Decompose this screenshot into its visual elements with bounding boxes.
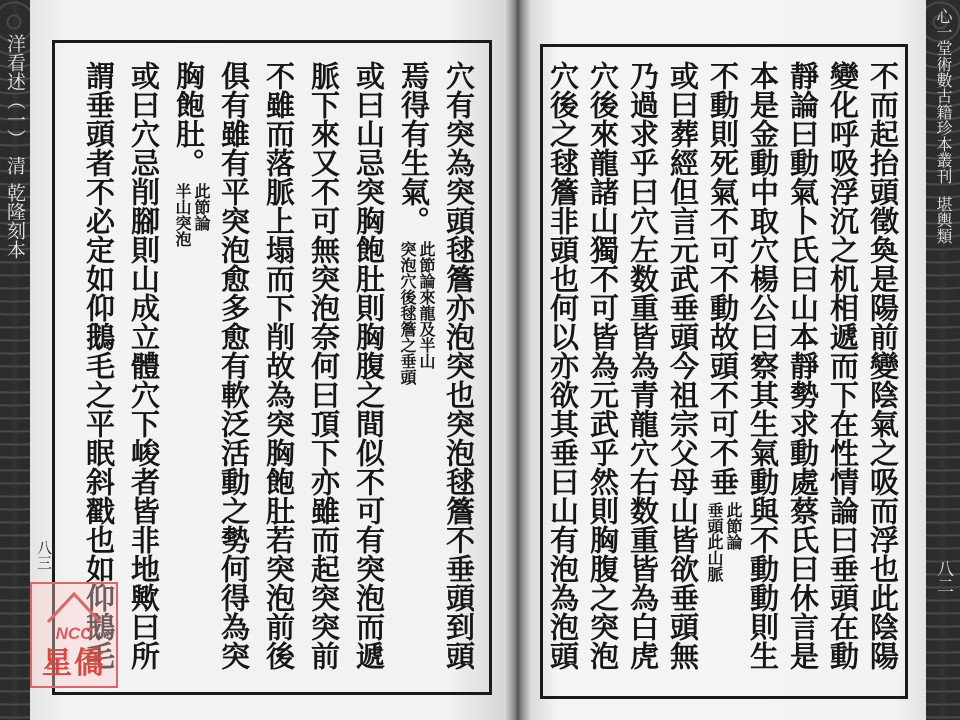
column-text: 變化呼吸浮沉之机相遞而下在性情論曰垂頭在動 bbox=[826, 61, 860, 670]
column-text: 穴後之毬簷非頭也何以亦欲其垂曰山有泡為泡頭 bbox=[546, 61, 580, 670]
note-line: 此節論 bbox=[724, 502, 743, 550]
text-column bbox=[436, 61, 481, 691]
stamp-name: 星僑 bbox=[42, 646, 106, 681]
text-column bbox=[743, 61, 783, 693]
text-column bbox=[211, 61, 256, 691]
volume-number: （一） bbox=[4, 91, 26, 148]
commentary-note bbox=[398, 241, 436, 385]
text-column bbox=[663, 61, 703, 693]
text-column bbox=[166, 61, 211, 691]
roof-icon bbox=[32, 586, 116, 626]
column-text: 不雖而落脈上塌而下削故為突胸飽肚若突泡前後 bbox=[262, 61, 296, 670]
right-page-frame bbox=[540, 44, 908, 699]
right-margin-series bbox=[934, 8, 952, 244]
text-column bbox=[346, 61, 391, 691]
text-column bbox=[623, 61, 663, 693]
series-name: 心一堂術數古籍珍本叢刊 bbox=[934, 8, 953, 184]
edition: 乾隆刻本 bbox=[4, 183, 26, 259]
column-text: 謂垂頭者不必定如仰鵝毛之平眠斜戳也如仰鵝毛 bbox=[82, 61, 116, 670]
text-column bbox=[863, 61, 903, 693]
note-line: 垂頭此山脈 bbox=[705, 502, 724, 582]
column-text: 胸飽肚。 bbox=[172, 61, 206, 177]
series-category: 堪輿類 bbox=[934, 196, 953, 244]
right-page-columns bbox=[543, 61, 903, 693]
column-text: 本是金動中取穴楊公曰察其生氣動與不動動則生 bbox=[746, 61, 780, 670]
stamp-brand: NCC bbox=[55, 624, 93, 643]
column-text: 或曰穴忌削腳則山成立體穴下峻者皆非地歟曰所 bbox=[127, 61, 161, 670]
text-column bbox=[391, 61, 436, 691]
left-page-frame bbox=[52, 40, 492, 695]
column-text: 不動則死氣不可不動故頭不可不垂 bbox=[706, 61, 740, 496]
note-line: 半山突泡 bbox=[173, 183, 192, 247]
commentary-note bbox=[173, 183, 211, 247]
column-text: 或曰山忌突胸飽肚則胸腹之間似不可有突泡而遞 bbox=[352, 61, 386, 670]
column-text: 焉得有生氣。 bbox=[397, 61, 431, 235]
text-column bbox=[703, 61, 743, 693]
note-line: 此節論 bbox=[192, 183, 211, 231]
column-text: 俱有雖有平突泡愈多愈有軟泛活動之勢何得為突 bbox=[217, 61, 251, 670]
column-text: 或曰葬經但言元武垂頭今祖宗父母山皆欲垂頭無 bbox=[666, 61, 700, 670]
text-column bbox=[256, 61, 301, 691]
text-column bbox=[543, 61, 583, 693]
column-text: 不而起抬頭徵奐是陽前變陰氣之吸而浮也此陰陽 bbox=[866, 61, 900, 670]
text-column bbox=[783, 61, 823, 693]
column-text: 脈下來又不可無突泡奈何曰頂下亦雖而起突突前 bbox=[307, 61, 341, 670]
column-text: 穴後來龍諸山獨不可皆為元武乎然則胸腹之突泡 bbox=[586, 61, 620, 670]
text-column bbox=[823, 61, 863, 693]
note-line: 此節論來龍及半山 bbox=[417, 241, 436, 369]
text-column bbox=[583, 61, 623, 693]
text-column bbox=[301, 61, 346, 691]
right-page-number: 八二 bbox=[933, 560, 953, 594]
watermark-stamp bbox=[30, 582, 118, 688]
book-title: 洋看述 bbox=[4, 34, 26, 91]
dynasty: 清 bbox=[4, 156, 26, 175]
note-line: 突泡穴後毬簷之垂頭 bbox=[398, 241, 417, 385]
column-text: 乃過求乎曰穴左数重皆為青龍穴右数重皆為白虎 bbox=[626, 61, 660, 670]
book-gutter bbox=[506, 0, 530, 720]
commentary-note bbox=[705, 502, 743, 582]
column-text: 穴有突為突頭毬簷亦泡突也突泡毬簷不垂頭到頭 bbox=[442, 61, 476, 670]
left-page-columns bbox=[76, 61, 481, 691]
column-text: 靜論曰動氣卜氏曰山本靜勢求動處蔡氏曰休言是 bbox=[786, 61, 820, 670]
text-column bbox=[121, 61, 166, 691]
left-margin-title bbox=[5, 34, 25, 259]
left-page-number: 八三 bbox=[35, 540, 53, 570]
